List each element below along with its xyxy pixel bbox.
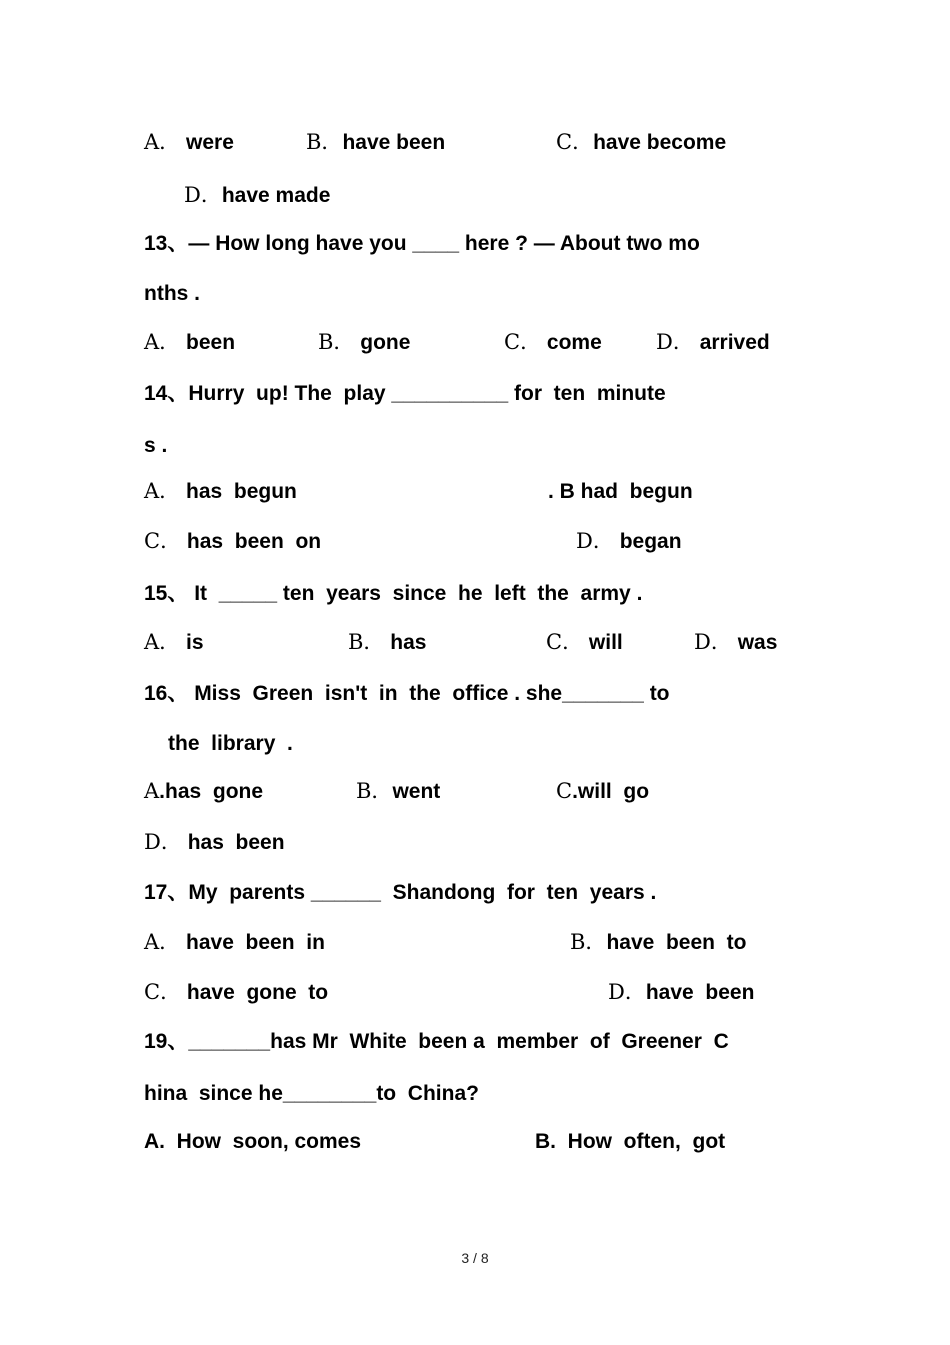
q12-option-b: B．have been [306, 130, 446, 154]
q17-option-d: D．have been [608, 980, 755, 1004]
q16-option-b: B．went [356, 779, 441, 803]
question-19-options [0, 1127, 726, 1157]
q14-option-d: D． began [576, 529, 682, 553]
q17-option-c: C． have gone to [144, 980, 329, 1004]
question-12-options-row-2 [0, 180, 331, 210]
question-13-stem: 13、— How long have you ____ here ? — About two mo [144, 232, 700, 255]
question-14-options-row-1 [0, 476, 693, 506]
q13-option-d: D． arrived [656, 330, 770, 354]
q19-option-a: A. How soon, comes [144, 1130, 362, 1153]
q14-option-b: . B had begun [548, 480, 693, 503]
q12-option-a: A． were [144, 130, 234, 154]
q15-option-b: B． has [348, 630, 427, 654]
question-13-options [0, 327, 770, 357]
question-17-options-row-1 [0, 927, 747, 957]
q13-option-b: B． gone [318, 330, 411, 354]
question-15-stem: 15、 It _____ ten years since he left the army . [144, 582, 643, 605]
q14-option-a: A． has begun [144, 479, 297, 503]
question-16-options-row-2 [0, 827, 285, 857]
q15-option-c: C． will [546, 630, 623, 654]
q12-option-c: C．have become [556, 130, 727, 154]
question-15-options [0, 627, 778, 657]
question-16-options-row-1 [0, 776, 650, 806]
question-17-stem: 17、My parents ______ Shandong for ten years . [144, 881, 657, 904]
question-16-stem-cont: the library . [168, 732, 293, 755]
question-14-stem-cont: s . [144, 434, 168, 457]
q16-option-d: D． has been [144, 830, 285, 854]
q16-option-a: A.has gone [144, 779, 264, 803]
q17-option-a: A． have been in [144, 930, 325, 954]
question-13-stem-cont: nths . [144, 282, 200, 305]
q15-option-a: A． is [144, 630, 204, 654]
q15-option-d: D． was [694, 630, 778, 654]
question-14-options-row-2 [0, 526, 682, 556]
question-14-stem: 14、Hurry up! The play __________ for ten minute [144, 382, 666, 405]
q14-option-c: C． has been on [144, 529, 322, 553]
q19-option-b: B. How often, got [535, 1130, 726, 1153]
q13-option-a: A． been [144, 330, 236, 354]
q17-option-b: B．have been to [570, 930, 747, 954]
q13-option-c: C． come [504, 330, 602, 354]
question-19-stem-cont: hina since he________to China? [144, 1082, 479, 1105]
page-number: 3 / 8 [461, 1250, 489, 1266]
question-16-stem: 16、 Miss Green isn't in the office . she_______ to [144, 682, 670, 705]
question-19-stem: 19、_______has Mr White been a member of Greener C [144, 1030, 729, 1053]
q16-option-c: C.will go [556, 779, 650, 803]
question-12-options-row-1 [0, 127, 727, 157]
question-17-options-row-2 [0, 977, 755, 1007]
q12-option-d: D．have made [184, 183, 331, 207]
